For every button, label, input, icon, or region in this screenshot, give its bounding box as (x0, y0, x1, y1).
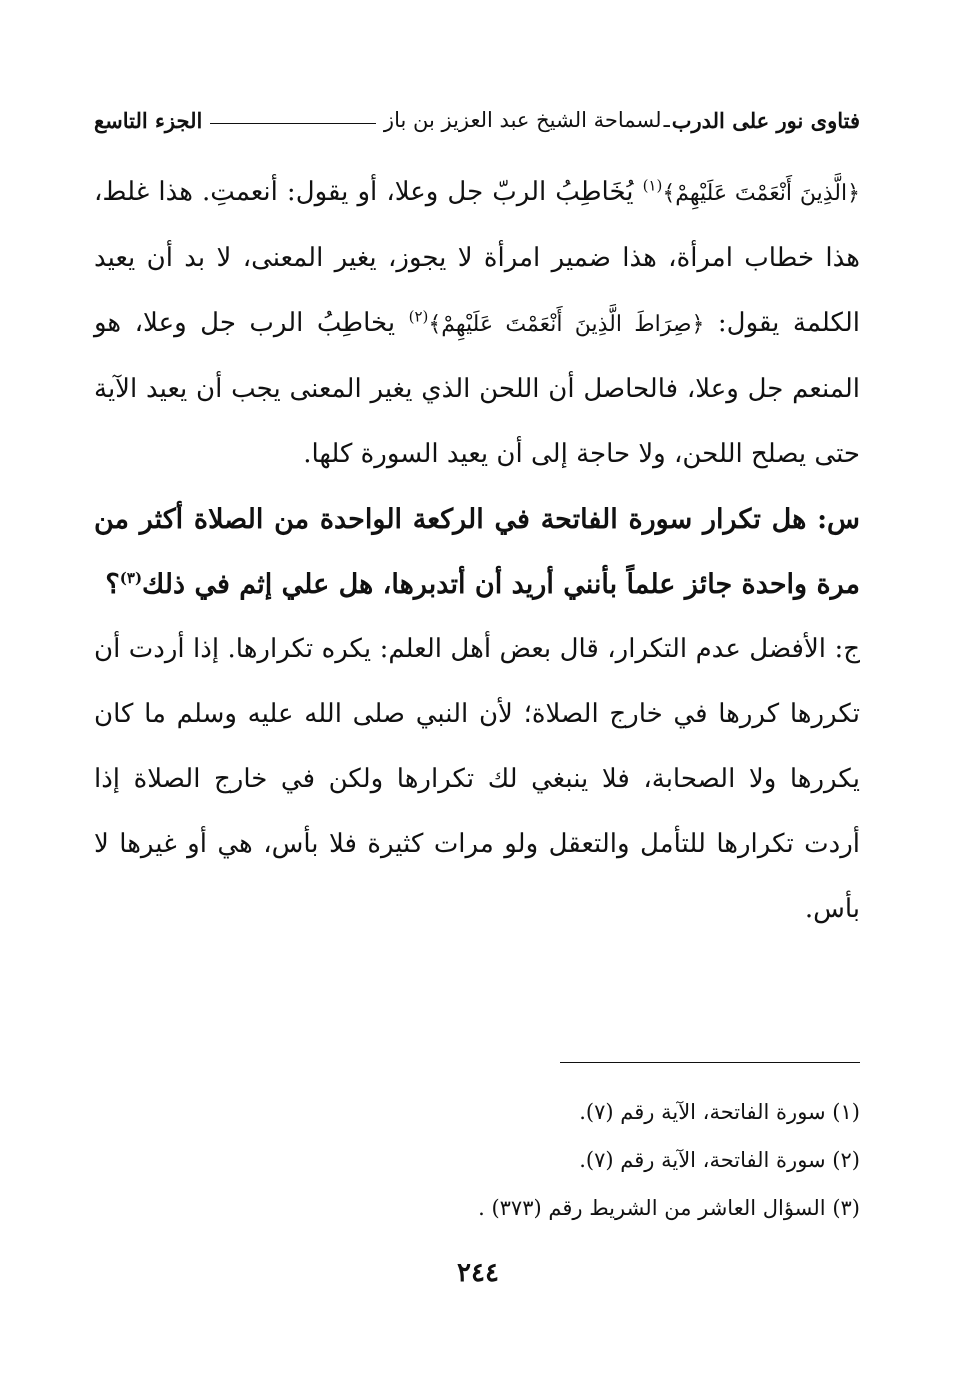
paragraph-text: يُخَاطِبُ الربّ جل وعلا، أو يقول: أنعمتِ. هذا غلط، هذا خطاب امرأة، هذا ضمير امرأة لا يجوز، يغير المعنى، لا بد أن يعيد الكلمة يقول: (94, 177, 860, 338)
footnote: (٢) سورة الفاتحة، الآية رقم (٧). (579, 1148, 860, 1172)
author-name: لسماحة الشيخ عبد العزيز بن باز (383, 108, 662, 132)
quran-verse: ﴿الَّذِينَ أَنْعَمْتَ عَلَيْهِمْ﴾ (662, 181, 860, 206)
question-paragraph (94, 487, 860, 617)
header-dash: ـ (663, 108, 670, 132)
footnote-ref: (٣) (119, 569, 143, 587)
book-title: فتاوى نور على الدرب (671, 107, 860, 133)
running-head (94, 100, 860, 140)
part-label: الجزء التاسع (94, 107, 203, 133)
answer-text: ج: الأفضل عدم التكرار، قال بعض أهل العلم: يكره تكرارها. إذا أردت أن تكررها كررها في خارج الصلاة؛ لأن النبي صلى الله عليه وسلم ما كان يكررها ولا الصحابة، فلا ينبغي لك تكرارها ولكن في خارج الصلاة إذا أردت تكرارها للتأمل والتعقل ولو مرات كثيرة فلا بأس، هي أو غيرها لا بأس. (94, 634, 860, 924)
question-text: س: هل تكرار سورة الفاتحة في الركعة الواحدة من الصلاة أكثر من مرة واحدة جائز علماً بأنني أريد أن أتدبرها، هل علي إثم في ذلك (94, 504, 860, 600)
question-mark: ؟ (105, 569, 120, 600)
paragraph-text: يخاطِبُ الرب جل وعلا، هو المنعم جل وعلا، فالحاصل أن اللحن الذي يغير المعنى يجب أن يعيد الآية حتى يصلح اللحن، ولا حاجة إلى أن يعيد السورة كلها. (94, 308, 860, 469)
quran-verse: ﴿صِرَاطَ الَّذِينَ أَنْعَمْتَ عَلَيْهِمْ﴾ (428, 312, 705, 337)
footnote-ref: (٢) (408, 307, 429, 326)
footnotes (94, 1088, 860, 1232)
answer-paragraph (94, 617, 860, 942)
page-number: ٢٤٤ (457, 1258, 499, 1288)
answer-continuation-paragraph (94, 160, 860, 487)
footnote: (١) سورة الفاتحة، الآية رقم (٧). (579, 1100, 860, 1124)
header-rule (210, 123, 376, 124)
footnote: (٣) السؤال العاشر من الشريط رقم (٣٧٣) . (478, 1196, 860, 1220)
main-text (94, 160, 860, 942)
footnote-ref: (١) (642, 176, 663, 195)
footnote-separator (560, 1062, 860, 1063)
